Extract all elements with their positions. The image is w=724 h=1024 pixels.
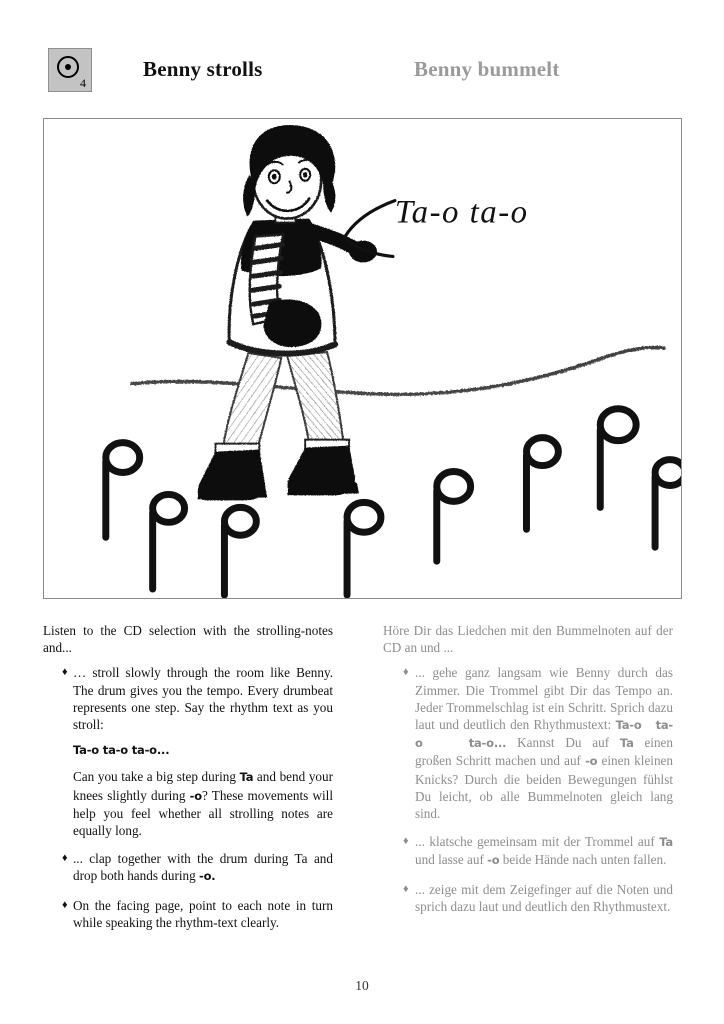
- bullet-text-part-1: ... gehe ganz langsam wie Benny durch das Zimmer. Die Trommel gibt Dir das Tempo an. Jeder Trommelschlag ist ein Schritt. Sprich dazu laut und deutlich den Rhythmustext:: [415, 665, 673, 733]
- rhythm-inline-o: -o.: [199, 869, 216, 884]
- bullet-marker: ♦: [62, 666, 68, 679]
- bullet-item-en-2: [43, 850, 333, 885]
- bullet-text-part-3: beide Hände nach unten fallen.: [499, 852, 667, 868]
- rhythm-syllable-1: Ta-o: [615, 718, 642, 733]
- bullet-text-part-2: und lasse auf: [415, 852, 488, 868]
- page-title-english: Benny strolls: [143, 57, 263, 81]
- bullet-text: … stroll slowly through the room like Benny. The drum gives you the tempo. Every drumbeat represents one step. Say the rhythm text as you stroll:: [73, 665, 333, 733]
- rhythm-inline-o: -o: [189, 788, 202, 803]
- text-column-german: [383, 622, 673, 926]
- benny-strolling-illustration: [44, 119, 681, 598]
- bullet-item-de-2: [383, 833, 673, 869]
- bullet-list-de: [383, 664, 673, 915]
- cd-track-badge: [48, 48, 92, 92]
- bullet-item-en-1: [43, 664, 333, 839]
- bullet-text-part-1: ... clap together with the drum during Ta and drop both hands during: [73, 851, 333, 884]
- bullet-marker: ♦: [62, 852, 68, 865]
- subtext-part-1: Can you take a big step during: [73, 769, 240, 785]
- rhythm-inline-ta: Ta: [239, 770, 254, 785]
- bullet-marker: ♦: [403, 835, 409, 848]
- bullet-list-en: [43, 664, 333, 931]
- rhythm-syllable-3: ta-o...: [468, 736, 507, 751]
- bullet-marker: ♦: [62, 898, 68, 911]
- page-number: 10: [355, 978, 369, 993]
- bullet-text-part-1: ... klatsche gemeinsam mit der Trommel auf: [415, 834, 660, 850]
- bullet-text-part-4: einen kleinen Knicks? Durch die beiden Bewegungen fühlst Du leicht, ob alle Bummelnoten gleich lang sind.: [415, 753, 673, 822]
- cd-disc-icon: [57, 56, 79, 78]
- cd-track-number: 4: [80, 76, 86, 90]
- bullet-text-part-3: einen großen Schritt machen und auf: [415, 735, 674, 769]
- bullet-item-de-3: [383, 881, 673, 915]
- rhythm-inline-o: -o: [585, 754, 598, 769]
- bullet-marker: ♦: [403, 882, 409, 895]
- page-title-german: Benny bummelt: [414, 57, 560, 81]
- bullet-text: ... zeige mit dem Zeigefinger auf die Noten und sprich dazu laut und deutlich den Rhythmustext.: [415, 881, 673, 914]
- bullet-item-de-1: [383, 664, 673, 822]
- bullet-marker: ♦: [403, 666, 409, 679]
- text-column-english: [43, 622, 333, 942]
- subtext-part-3: ? These movements will help you feel whether all strolling notes are equally long.: [73, 787, 334, 839]
- intro-paragraph-de: Höre Dir das Liedchen mit den Bummelnoten auf der CD an und ...: [383, 623, 673, 656]
- bullet-text: On the facing page, point to each note in turn while speaking the rhythm-text clearly.: [73, 897, 333, 930]
- rhythm-inline-ta: Ta: [659, 835, 673, 850]
- bullet-subtext-en: [73, 769, 333, 838]
- illustration-frame: [43, 118, 682, 599]
- bullet-text-part-2: Kannst Du auf: [517, 735, 620, 751]
- rhythm-syllable-2: ta-o: [415, 718, 673, 751]
- speech-text: Ta-o ta-o: [394, 194, 529, 231]
- intro-paragraph-en: Listen to the CD selection with the strolling-notes and...: [43, 623, 333, 656]
- bullet-item-en-3: [43, 897, 333, 931]
- page-header: [0, 0, 724, 110]
- rhythm-inline-ta: Ta: [619, 736, 634, 751]
- rhythm-inline-o: -o: [487, 853, 500, 868]
- rhythm-text-en: Ta-o ta-o ta-o...: [73, 743, 170, 758]
- subtext-part-2: and bend your knees slightly during: [73, 769, 333, 803]
